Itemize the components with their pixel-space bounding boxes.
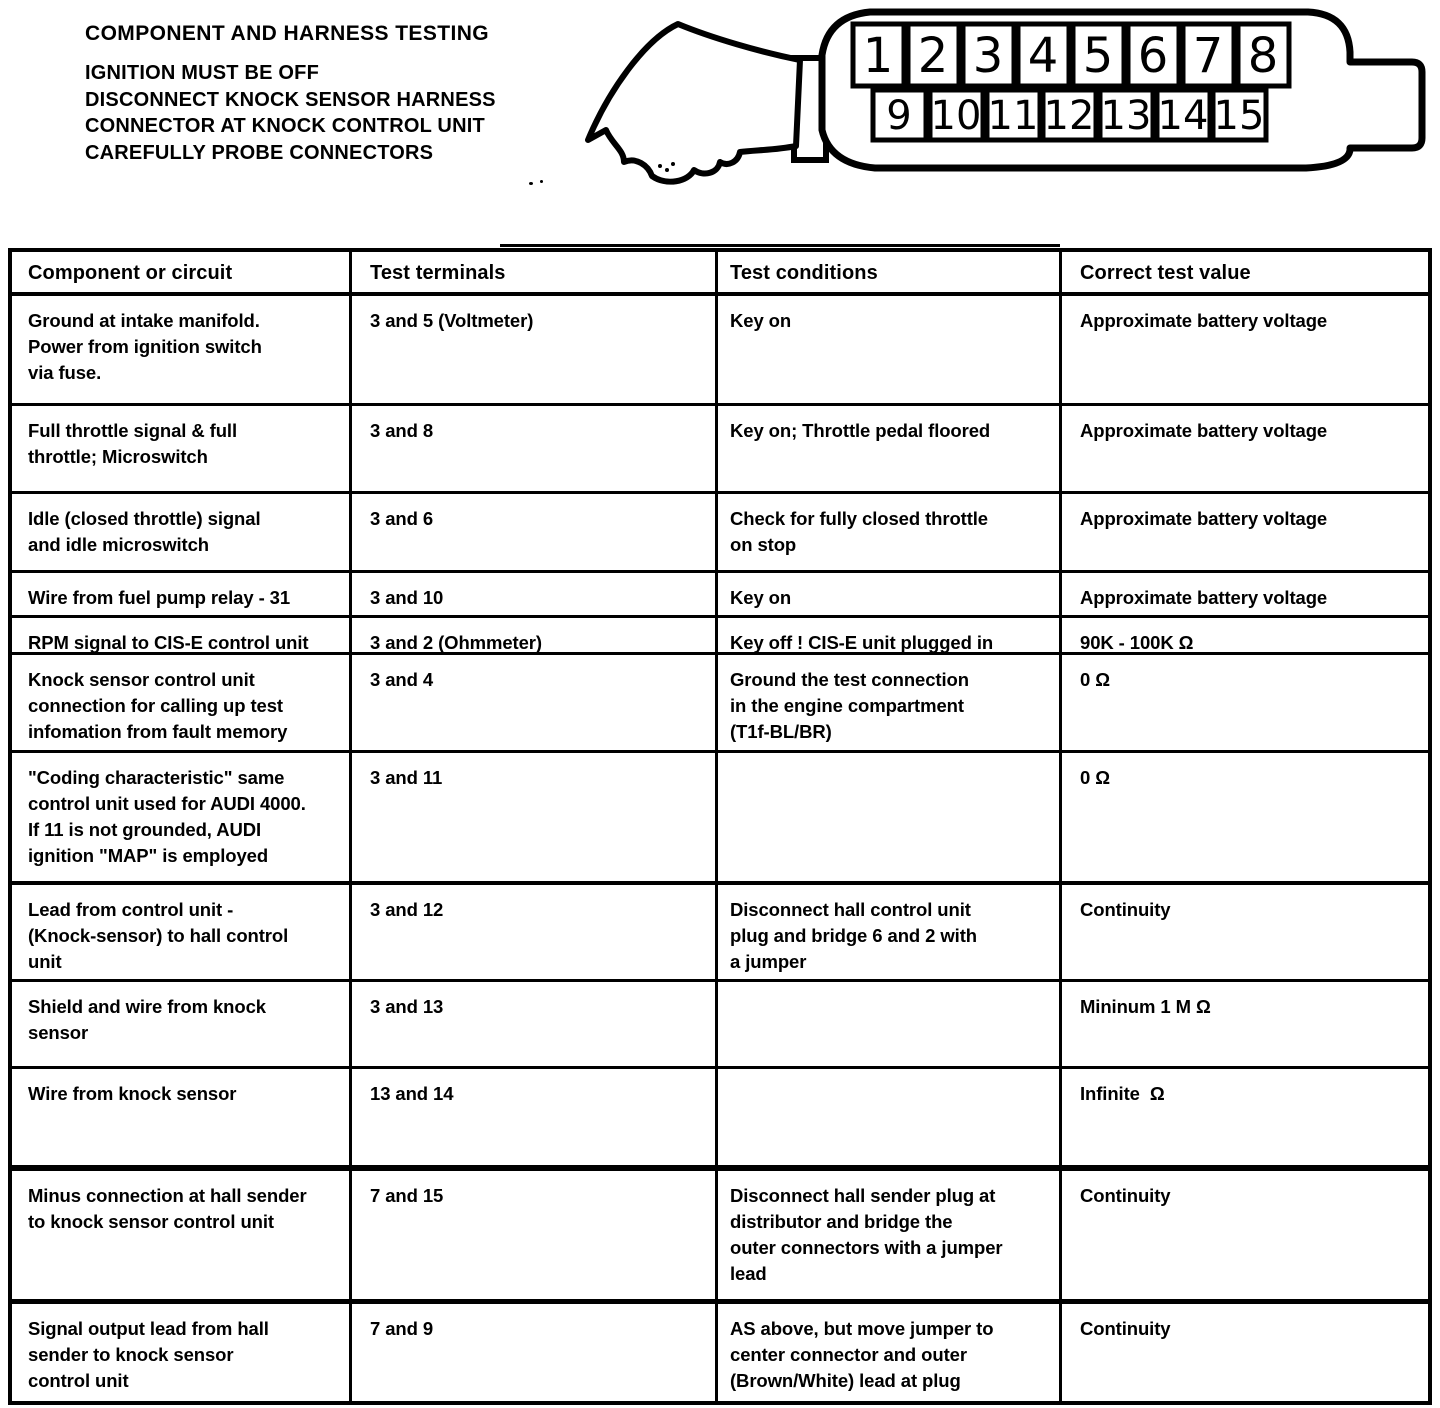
cell-terminals: 3 and 10 bbox=[352, 573, 718, 615]
cell-conditions bbox=[718, 1069, 1062, 1165]
header-terminals: Test terminals bbox=[352, 252, 718, 292]
header-block bbox=[85, 22, 496, 166]
cell-component: Ground at intake manifold. Power from ignition switch via fuse. bbox=[12, 296, 352, 403]
cell-conditions: Check for fully closed throttle on stop bbox=[718, 494, 1062, 570]
header-component: Component or circuit bbox=[12, 252, 352, 292]
table-row bbox=[12, 1066, 1428, 1165]
cell-value: Continuity bbox=[1080, 1318, 1171, 1339]
pin-label: 3 bbox=[972, 28, 1004, 84]
scan-speck bbox=[540, 180, 543, 183]
instructions bbox=[85, 60, 496, 166]
table-row bbox=[12, 403, 1428, 491]
cell-terminals: 3 and 11 bbox=[352, 753, 718, 881]
cell-terminals: 3 and 8 bbox=[352, 406, 718, 491]
cell-terminals: 7 and 9 bbox=[352, 1304, 718, 1401]
instruction-line: CAREFULLY PROBE CONNECTORS bbox=[85, 141, 434, 164]
cell-terminals: 3 and 6 bbox=[352, 494, 718, 570]
cell-component: Minus connection at hall sender to knock sensor control unit bbox=[12, 1171, 352, 1299]
cell-value: 0 Ω bbox=[1080, 669, 1110, 690]
pin-label: 10 bbox=[930, 93, 982, 139]
page-title: COMPONENT AND HARNESS TESTING bbox=[85, 22, 490, 45]
wire-boot-sketch bbox=[588, 24, 800, 182]
cell-conditions: Key on; Throttle pedal floored bbox=[718, 406, 1062, 491]
instruction-line: CONNECTOR AT KNOCK CONTROL UNIT bbox=[85, 115, 485, 137]
cell-conditions: Key on bbox=[718, 296, 1062, 403]
header-conditions: Test conditions bbox=[718, 252, 1062, 292]
pin-label: 9 bbox=[886, 93, 912, 139]
table-row bbox=[12, 652, 1428, 750]
cell-terminals: 3 and 13 bbox=[352, 982, 718, 1066]
pin-labels-bottom bbox=[886, 93, 1264, 139]
pin-label: 7 bbox=[1192, 28, 1224, 84]
cell-conditions bbox=[718, 982, 1062, 1066]
cell-component: RPM signal to CIS-E control unit bbox=[12, 618, 352, 652]
cell-terminals: 13 and 14 bbox=[352, 1069, 718, 1165]
table-row bbox=[12, 750, 1428, 881]
pin-label: 12 bbox=[1043, 93, 1095, 139]
cell-terminals: 3 and 12 bbox=[352, 885, 718, 979]
pin-label: 5 bbox=[1082, 28, 1114, 84]
cell-value: Approximate battery voltage bbox=[1080, 420, 1328, 441]
table-row bbox=[12, 1165, 1428, 1299]
cell-component: Idle (closed throttle) signal and idle microswitch bbox=[12, 494, 352, 570]
instruction-line: IGNITION MUST BE OFF bbox=[85, 62, 319, 84]
cell-value: 90K - 100K Ω bbox=[1080, 632, 1194, 652]
header-value: Correct test value bbox=[1080, 262, 1251, 284]
scan-speck bbox=[529, 182, 533, 185]
cell-value: Approximate battery voltage bbox=[1080, 508, 1328, 529]
cell-conditions: Disconnect hall sender plug at distributor and bridge the outer connectors with a jumper lead bbox=[718, 1171, 1062, 1299]
table-row bbox=[12, 292, 1428, 403]
cell-terminals: 7 and 15 bbox=[352, 1171, 718, 1299]
cell-value: Continuity bbox=[1080, 899, 1171, 920]
table-header-row bbox=[12, 252, 1428, 292]
pin-label: 1 bbox=[862, 28, 894, 84]
cell-value: Approximate battery voltage bbox=[1080, 310, 1328, 331]
table-row bbox=[12, 881, 1428, 979]
table-row bbox=[12, 615, 1428, 652]
pin-label: 15 bbox=[1213, 93, 1265, 139]
cell-component: Shield and wire from knock sensor bbox=[12, 982, 352, 1066]
cell-component: Full throttle signal & full throttle; Microswitch bbox=[12, 406, 352, 491]
table-row bbox=[12, 491, 1428, 570]
pin-label: 14 bbox=[1157, 93, 1209, 139]
table-row bbox=[12, 1299, 1428, 1401]
connector-diagram bbox=[570, 0, 1440, 200]
cell-value: Mininum 1 M Ω bbox=[1080, 996, 1211, 1017]
scan-speck bbox=[658, 164, 662, 168]
cell-value: 0 Ω bbox=[1080, 767, 1110, 788]
cell-terminals: 3 and 2 (Ohmmeter) bbox=[352, 618, 718, 652]
cell-component: "Coding characteristic" same control unit used for AUDI 4000. If 11 is not grounded, AUDI ignition "MAP" is employed bbox=[12, 753, 352, 881]
cell-component: Wire from fuel pump relay - 31 bbox=[12, 573, 352, 615]
cell-component: Wire from knock sensor bbox=[12, 1069, 352, 1165]
pin-label: 11 bbox=[987, 93, 1039, 139]
cell-terminals: 3 and 5 (Voltmeter) bbox=[352, 296, 718, 403]
cell-conditions: AS above, but move jumper to center connector and outer (Brown/White) lead at plug bbox=[718, 1304, 1062, 1401]
table-row bbox=[12, 979, 1428, 1066]
pin-label: 13 bbox=[1100, 93, 1152, 139]
cell-component: Lead from control unit - (Knock-sensor) to hall control unit bbox=[12, 885, 352, 979]
table-row bbox=[12, 570, 1428, 615]
scan-speck bbox=[665, 168, 669, 172]
cell-component: Knock sensor control unit connection for calling up test infomation from fault memory bbox=[12, 655, 352, 750]
cell-value: Continuity bbox=[1080, 1185, 1171, 1206]
cell-value: Approximate battery voltage bbox=[1080, 587, 1328, 608]
cell-conditions: Disconnect hall control unit plug and bridge 6 and 2 with a jumper bbox=[718, 885, 1062, 979]
cell-conditions: Key on bbox=[718, 573, 1062, 615]
scan-speck bbox=[671, 162, 675, 166]
instruction-line: DISCONNECT KNOCK SENSOR HARNESS bbox=[85, 88, 496, 111]
cell-value: Infinite Ω bbox=[1080, 1083, 1165, 1104]
test-table bbox=[8, 248, 1432, 1405]
cell-conditions: Ground the test connection in the engine compartment (T1f-BL/BR) bbox=[718, 655, 1062, 750]
cell-conditions: Key off ! CIS-E unit plugged in bbox=[718, 618, 1062, 652]
pin-label: 4 bbox=[1027, 28, 1059, 84]
scan-line-artifact bbox=[500, 244, 1060, 247]
pin-label: 8 bbox=[1247, 28, 1279, 84]
pin-label: 6 bbox=[1137, 28, 1169, 84]
cell-conditions bbox=[718, 753, 1062, 881]
cell-component: Signal output lead from hall sender to knock sensor control unit bbox=[12, 1304, 352, 1401]
pin-label: 2 bbox=[917, 28, 949, 84]
cell-terminals: 3 and 4 bbox=[352, 655, 718, 750]
